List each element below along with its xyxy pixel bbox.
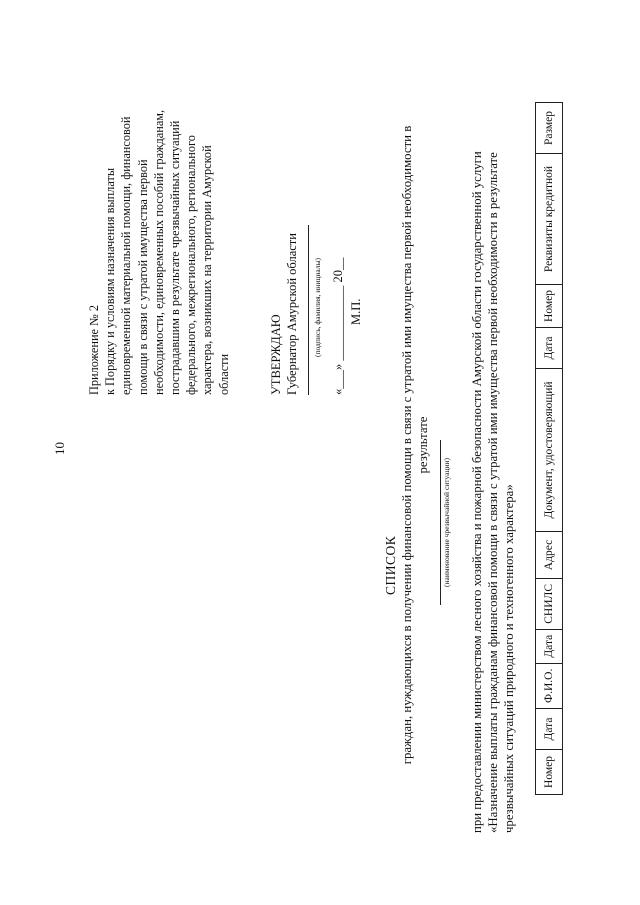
table-header-cell: Адрес xyxy=(536,531,563,578)
service-description xyxy=(470,53,517,833)
appendix-line: области xyxy=(216,353,231,395)
table-header-cell: Номер xyxy=(536,750,563,795)
list-subtitle xyxy=(399,60,431,830)
appendix-line: к Порядку и условиям назначения выплаты xyxy=(103,167,118,395)
appendix-block xyxy=(86,75,232,395)
table-header-cell: Дата xyxy=(536,709,563,750)
appendix-line: помощи в связи с утратой имущества первой xyxy=(135,159,150,395)
service-description-line: «Назначение выплаты гражданам финансовой помощи в связи с утратой ими имущества первой необходимости в результате xyxy=(485,152,500,833)
page-number: 10 xyxy=(52,442,67,455)
approval-title: УТВЕРЖДАЮ xyxy=(269,314,283,395)
appendix-line: единовременной материальной помощи, финансовой xyxy=(119,116,134,395)
list-subtitle-line: граждан, нуждающихся в получении финансовой помощи в связи с утратой ими имущества первой необходимости в xyxy=(400,125,414,765)
signature-caption: (подпись, фамилия, инициалы) xyxy=(313,257,322,357)
table-header-cell: Ф.И.О. xyxy=(536,663,563,708)
appendix-line: пострадавшим в результате чрезвычайных ситуаций xyxy=(168,120,183,395)
citizens-table xyxy=(535,102,563,795)
signature-line xyxy=(308,225,309,395)
appendix-line: федерального, межрегионального, регионального xyxy=(184,135,199,395)
table-header-cell: Размер xyxy=(536,103,563,154)
appendix-line: характера, возникших на территории Амурской xyxy=(200,145,215,395)
approval-position: Губернатор Амурской области xyxy=(285,233,299,395)
appendix-line: необходимости, единовременных пособий гражданам, xyxy=(151,109,166,395)
approval-block xyxy=(268,195,363,395)
service-description-line: чрезвычайных ситуаций природного и техногенного характера» xyxy=(501,484,516,833)
emergency-name-line xyxy=(440,440,441,605)
table-header-cell: Документ, удостоверяющий xyxy=(536,368,563,531)
table-header-cell: СНИЛС xyxy=(536,578,563,629)
table-header-row xyxy=(536,103,563,795)
seal-label: М.П. xyxy=(349,298,363,325)
table-header-cell: Дата xyxy=(536,629,563,663)
list-subtitle-line: результате xyxy=(416,416,430,474)
table-header-cell: Реквизиты кредитной xyxy=(536,154,563,285)
service-description-line: при предоставлении министерством лесного хозяйства и пожарной безопасности Амурской области государственной услуги xyxy=(470,151,484,833)
list-title: СПИСОК xyxy=(383,535,398,595)
table-header-cell: Дата xyxy=(536,327,563,368)
table-header-cell: Номер xyxy=(536,285,563,328)
emergency-caption: (наименование чрезвычайной ситуации) xyxy=(442,458,451,587)
appendix-line: Приложение № 2 xyxy=(87,304,101,395)
approval-date-line: «___» ____________ 20__ xyxy=(331,257,345,395)
